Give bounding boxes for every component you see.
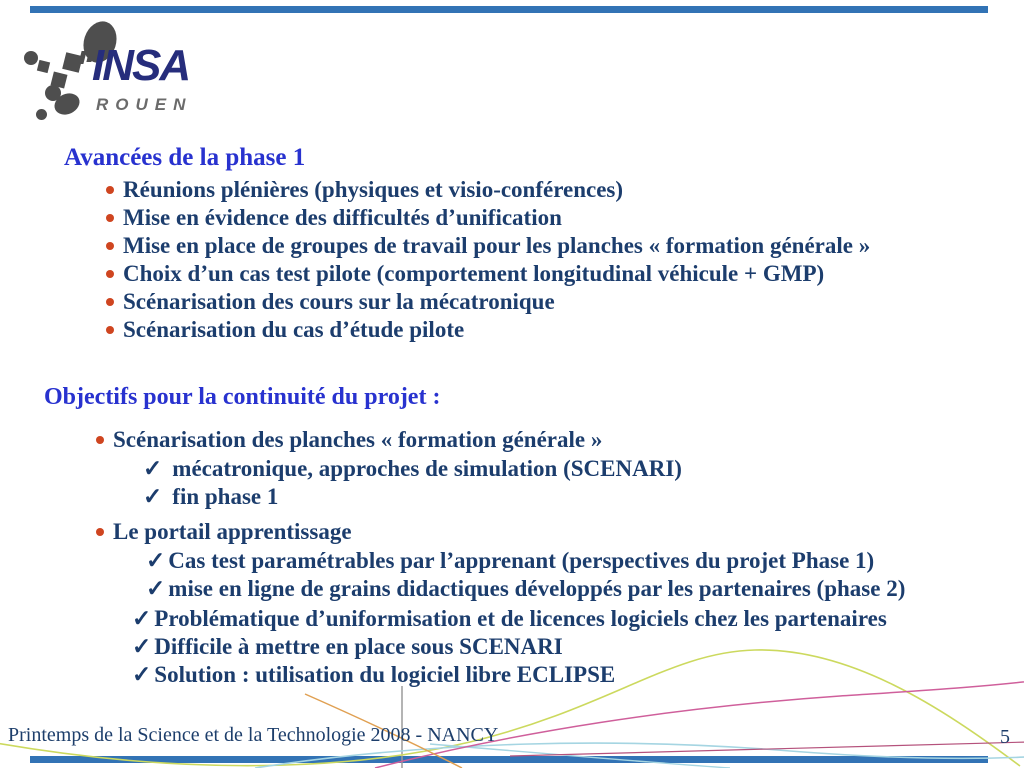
bullet-text: Choix d’un cas test pilote (comportement longitudinal véhicule + GMP) bbox=[123, 261, 825, 286]
check-item bbox=[143, 455, 682, 483]
bullet-item bbox=[106, 316, 870, 344]
check-icon: ✓ bbox=[132, 606, 152, 631]
bullet-dot bbox=[106, 326, 114, 334]
bullet-dot bbox=[106, 298, 114, 306]
logo-dot bbox=[24, 51, 38, 65]
check-text: mécatronique, approches de simulation (SCENARI) bbox=[172, 456, 682, 481]
bullet-item bbox=[106, 204, 870, 232]
check-text: mise en ligne de grains didactiques développés par les partenaires (phase 2) bbox=[168, 576, 906, 601]
section-heading-phase: Avancées de la phase 1 bbox=[64, 144, 306, 171]
bullet-item bbox=[106, 260, 870, 288]
check-item bbox=[146, 575, 905, 603]
objectifs-bullet-1 bbox=[96, 426, 602, 454]
check-icon: ✓ bbox=[132, 634, 152, 659]
bottom-bar bbox=[30, 756, 988, 763]
phase-bullet-list bbox=[106, 176, 870, 344]
check-text: fin phase 1 bbox=[172, 484, 279, 509]
curve-maroon bbox=[510, 742, 1024, 756]
check-item bbox=[146, 547, 905, 575]
top-bar bbox=[30, 6, 988, 13]
logo-tick bbox=[78, 51, 86, 64]
check-item bbox=[132, 633, 887, 661]
bullet-text: Scénarisation des planches « formation générale » bbox=[113, 427, 603, 452]
check-text: Cas test paramétrables par l’apprenant (perspectives du projet Phase 1) bbox=[168, 548, 875, 573]
check-item bbox=[132, 661, 887, 689]
bullet-dot bbox=[106, 270, 114, 278]
bullet-dot bbox=[106, 186, 114, 194]
bullet-text: Scénarisation du cas d’étude pilote bbox=[123, 317, 465, 342]
check-text: Difficile à mettre en place sous SCENARI bbox=[154, 634, 563, 659]
check-text: Problématique d’uniformisation et de licences logiciels chez les partenaires bbox=[154, 606, 887, 631]
check-icon: ✓ bbox=[146, 548, 166, 573]
bullet-item bbox=[106, 176, 870, 204]
bullet-dot bbox=[96, 436, 104, 444]
bullet-item bbox=[96, 518, 352, 546]
bullet-item bbox=[106, 288, 870, 316]
check-item bbox=[143, 483, 682, 511]
bullet-text: Mise en place de groupes de travail pour les planches « formation générale » bbox=[123, 233, 871, 258]
insa-rouen-logo bbox=[22, 20, 222, 122]
logo-dot bbox=[36, 109, 47, 120]
section-heading-objectifs: Objectifs pour la continuité du projet : bbox=[44, 384, 441, 410]
bullet-item bbox=[106, 232, 870, 260]
objectifs-check-list-2 bbox=[146, 547, 905, 603]
objectifs-bullet-2 bbox=[96, 518, 352, 546]
objectifs-check-list-1 bbox=[143, 455, 682, 511]
check-icon: ✓ bbox=[146, 576, 166, 601]
bullet-text: Scénarisation des cours sur la mécatronique bbox=[123, 289, 555, 314]
bullet-dot bbox=[96, 528, 104, 536]
bullet-dot bbox=[106, 214, 114, 222]
check-icon: ✓ bbox=[143, 456, 163, 481]
bullet-dot bbox=[106, 242, 114, 250]
logo-dot bbox=[37, 60, 50, 73]
check-icon: ✓ bbox=[143, 484, 163, 509]
logo-acronym: INSA bbox=[92, 41, 190, 90]
footer-title: Printemps de la Science et de la Technologie 2008 - NANCY bbox=[8, 724, 499, 746]
bullet-text: Réunions plénières (physiques et visio-conférences) bbox=[123, 177, 624, 202]
logo-city: ROUEN bbox=[96, 95, 193, 114]
check-icon: ✓ bbox=[132, 662, 152, 687]
bullet-text: Mise en évidence des difficultés d’unification bbox=[123, 205, 562, 230]
page-number: 5 bbox=[1000, 726, 1010, 748]
check-text: Solution : utilisation du logiciel libre ECLIPSE bbox=[154, 662, 616, 687]
bullet-text: Le portail apprentissage bbox=[113, 519, 352, 544]
bullet-item bbox=[96, 426, 602, 454]
check-item bbox=[132, 605, 887, 633]
objectifs-check-list-3 bbox=[132, 605, 887, 689]
